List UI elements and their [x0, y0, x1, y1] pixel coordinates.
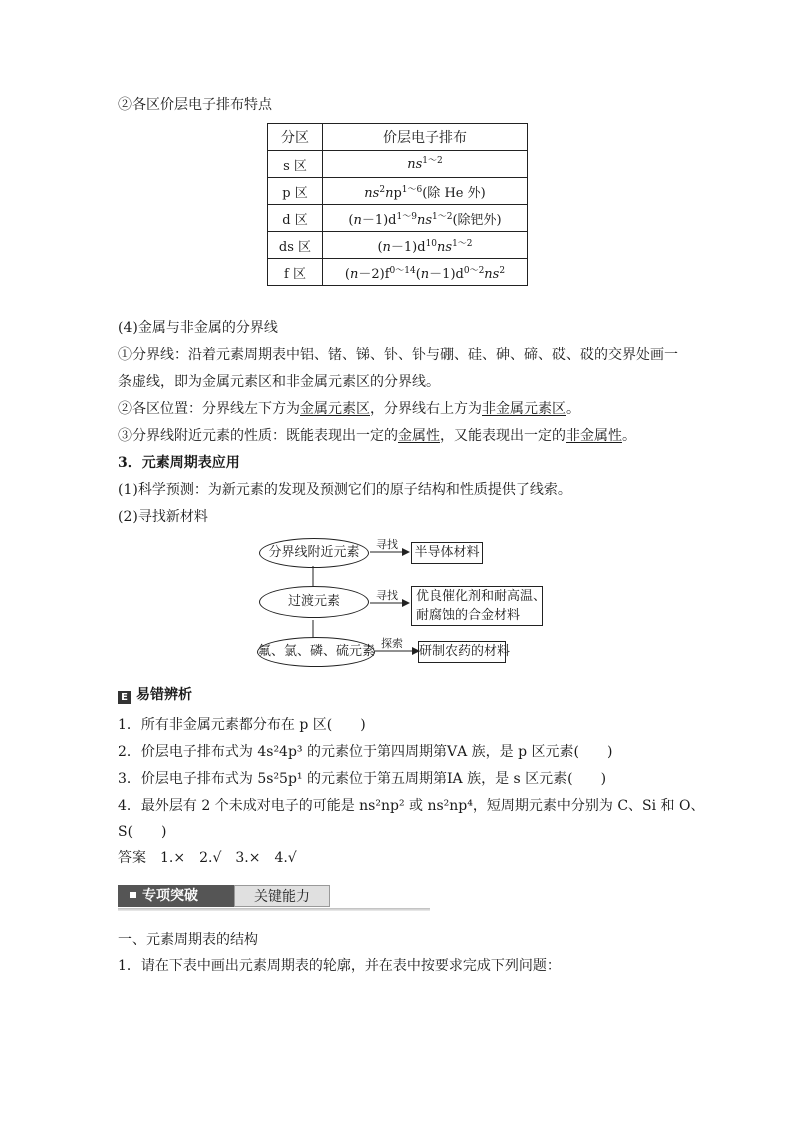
banner-dark-tab: 专项突破: [118, 885, 234, 907]
error-question-4: 4．最外层有 2 个未成对电子的可能是 ns²np² 或 ns²np⁴，短周期元素中分别为 C、Si 和 O、: [118, 798, 705, 814]
zone-position-paragraph: ②各区位置：分界线左下方为金属元素区，分界线右上方为非金属元素区。: [118, 401, 580, 417]
boundary-line-paragraph: ①分界线：沿着元素周期表中铝、锗、锑、钋、钋与硼、硅、砷、碲、砹、砹的交界处画一: [118, 347, 678, 363]
answer-key: 答案 1.× 2.√ 3.× 4.√: [118, 850, 297, 866]
zone-cell: f 区: [268, 259, 323, 286]
node-fcps-elements: 氟、氯、磷、硫元素: [257, 637, 375, 667]
table-row: [268, 178, 528, 205]
error-question-3: 3．价层电子排布式为 5s²5p¹ 的元素位于第五周期第ⅠA 族，是 s 区元素( ): [118, 771, 607, 787]
zone-config-heading: ②各区价层电子排布特点: [118, 97, 272, 113]
error-question-2: 2．价层电子排布式为 4s²4p³ 的元素位于第四周期第ⅤA 族，是 p 区元素( ): [118, 744, 613, 760]
square-bullet-icon: [130, 892, 136, 898]
zone-cell: ds 区: [268, 232, 323, 259]
config-cell: $(n-1)d^{10}ns^{1\sim 2}$: [323, 232, 528, 259]
arrow-label-search-1: 寻找: [376, 538, 398, 551]
result-catalyst-alloy: 优良催化剂和耐高温、 耐腐蚀的合金材料: [411, 586, 543, 626]
section4-title: (4)金属与非金属的分界线: [118, 320, 278, 336]
zone-cell: s 区: [268, 151, 323, 178]
result-pesticide: 研制农药的材料: [418, 641, 506, 663]
table-header-config: 价层电子排布: [323, 124, 528, 151]
table-header-zone: 分区: [268, 124, 323, 151]
boundary-line-paragraph-cont: 条虚线，即为金属元素区和非金属元素区的分界线。: [118, 374, 440, 390]
new-materials-heading: (2)寻找新材料: [118, 509, 208, 525]
banner-light-tab: 关键能力: [234, 885, 330, 907]
zone-cell: d 区: [268, 205, 323, 232]
arrow-label-explore: 探索: [381, 637, 403, 650]
error-question-4-cont: S( ): [118, 824, 167, 840]
zone-config-table: [267, 123, 528, 286]
config-cell: $ns^2np^{1\sim 6}$(除 He 外): [323, 178, 528, 205]
result-semiconductor: 半导体材料: [411, 542, 483, 564]
section3-title: 3．元素周期表应用: [118, 455, 240, 471]
element-po-glyph: 钋: [412, 347, 426, 363]
node-boundary-elements: 分界线附近元素: [259, 538, 369, 568]
config-cell: $(n-1)d^{1\sim 9}ns^{1\sim 2}$(除钯外): [323, 205, 528, 232]
table-row: [268, 232, 528, 259]
special-breakthrough-banner: [118, 885, 430, 911]
part1-title: 一、元素周期表的结构: [118, 932, 258, 948]
science-prediction-paragraph: (1)科学预测：为新元素的发现及预测它们的原子结构和性质提供了线索。: [118, 482, 572, 498]
table-header-row: [268, 124, 528, 151]
element-at-glyph: 砹: [580, 347, 594, 363]
banner-underline: [118, 908, 430, 911]
table-row: [268, 259, 528, 286]
table-row: [268, 151, 528, 178]
error-analysis-icon: E: [118, 691, 131, 704]
boundary-property-paragraph: ③分界线附近元素的性质：既能表现出一定的金属性，又能表现出一定的非金属性。: [118, 428, 636, 444]
error-question-1: 1．所有非金属元素都分布在 p 区( ): [118, 717, 366, 733]
arrow-label-search-2: 寻找: [376, 589, 398, 602]
node-transition-elements: 过渡元素: [259, 586, 369, 618]
zone-cell: p 区: [268, 178, 323, 205]
config-cell: $(n-2)f^{0\sim 14}(n-1)d^{0\sim 2}ns^2$: [323, 259, 528, 286]
table-row: [268, 205, 528, 232]
part1-question-1: 1．请在下表中画出元素周期表的轮廓，并在表中按要求完成下列问题：: [118, 958, 561, 974]
config-cell: $ns^{1\sim 2}$: [323, 151, 528, 178]
common-errors-header: E 易错辨析: [118, 684, 192, 704]
